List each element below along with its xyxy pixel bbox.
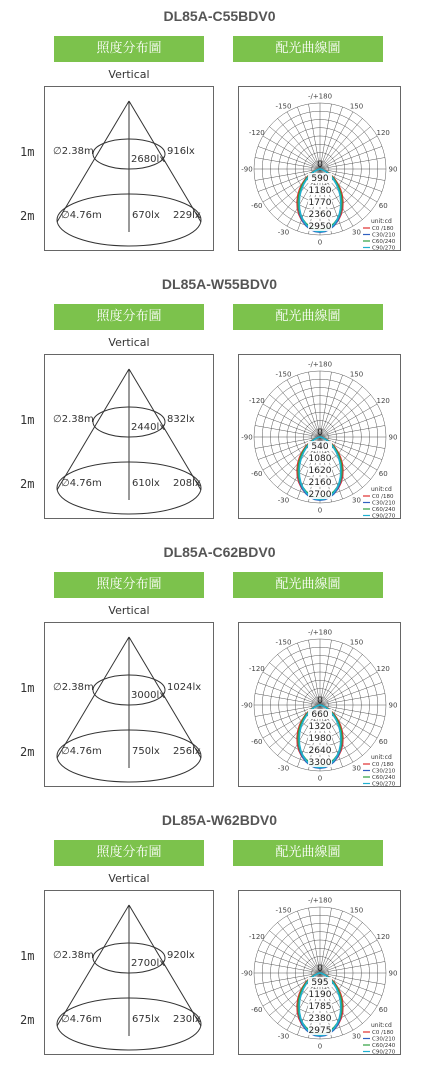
polar-angle-label: -/+180 <box>307 92 333 101</box>
polar-svg <box>239 87 402 252</box>
polar-angle-label: -150 <box>275 906 292 915</box>
polar-diagram <box>238 354 401 519</box>
diameter-2m: ∅4.76m <box>61 746 102 757</box>
center-lux-1m: 2680lx <box>131 154 166 165</box>
radial-value-label: 2950 <box>308 222 332 232</box>
legend-item: C60/240 <box>372 239 396 245</box>
polar-angle-label: -120 <box>248 933 265 941</box>
polar-angle-label: -/+180 <box>307 896 333 905</box>
polar-angle-label: 120 <box>376 397 390 405</box>
radial-value-label: 590 <box>311 174 329 184</box>
polar-center-label: 0 <box>317 428 323 438</box>
polar-angle-label: 0 <box>317 506 323 515</box>
unit-label: unit:cd <box>371 754 392 761</box>
center-lux-1m: 2440lx <box>131 422 166 433</box>
radial-value-label: 1785 <box>308 1002 332 1012</box>
diameter-1m: ∅2.38m <box>53 950 94 961</box>
cone-svg <box>45 891 215 1056</box>
legend-item: C60/240 <box>372 775 396 781</box>
light-distribution-badge: 配光曲線圖 <box>233 36 383 62</box>
polar-diagram <box>238 890 401 1055</box>
radial-value-label: 1080 <box>308 454 332 464</box>
legend-item: C30/210 <box>372 768 396 775</box>
polar-angle-label: -/+180 <box>307 628 333 637</box>
edge-lux-2m: 208lx <box>173 478 201 489</box>
diameter-2m: ∅4.76m <box>61 478 102 489</box>
legend-item: C0 /180 <box>372 494 394 500</box>
polar-angle-label: 60 <box>378 1006 388 1014</box>
edge-lux-1m: 1024lx <box>167 682 202 693</box>
illuminance-diagram <box>44 86 214 251</box>
polar-angle-label: 30 <box>352 228 361 237</box>
radial-value-label: 2700 <box>308 490 332 500</box>
polar-angle-label: -90 <box>241 433 253 442</box>
polar-angle-label: -30 <box>277 764 290 773</box>
edge-lux-1m: 920lx <box>167 950 195 961</box>
edge-lux-1m: 916lx <box>167 146 195 157</box>
light-distribution-badge: 配光曲線圖 <box>233 840 383 866</box>
polar-angle-label: -90 <box>241 701 253 710</box>
illuminance-badge: 照度分布圖 <box>54 36 204 62</box>
radial-value-label: 1620 <box>308 466 332 476</box>
polar-angle-label: -150 <box>275 638 292 647</box>
polar-angle-label: -30 <box>277 496 290 505</box>
unit-label: unit:cd <box>371 218 392 225</box>
polar-angle-label: -60 <box>251 738 263 746</box>
radial-value-label: 3300 <box>308 758 332 768</box>
legend-item: C0 /180 <box>372 762 394 768</box>
legend-item: C0 /180 <box>372 1030 394 1036</box>
polar-angle-label: 150 <box>349 370 364 379</box>
illuminance-diagram <box>44 354 214 519</box>
polar-angle-label: -120 <box>248 397 265 405</box>
polar-angle-label: 120 <box>376 129 390 137</box>
product-section <box>0 268 439 536</box>
vertical-label: Vertical <box>108 604 150 617</box>
polar-angle-label: -150 <box>275 370 292 379</box>
vertical-label: Vertical <box>108 68 150 81</box>
polar-angle-label: 150 <box>349 102 364 111</box>
radial-value-label: 595 <box>311 978 329 988</box>
legend-item: C30/210 <box>372 500 396 507</box>
legend-item: C30/210 <box>372 1036 396 1043</box>
polar-angle-label: -150 <box>275 102 292 111</box>
cone-edge-left <box>57 637 129 758</box>
illuminance-diagram <box>44 622 214 787</box>
polar-angle-label: 30 <box>352 764 361 773</box>
cone-edge-left <box>57 101 129 222</box>
legend-item: C90/270 <box>372 513 396 520</box>
polar-angle-label: -30 <box>277 228 290 237</box>
edge-lux-2m: 230lx <box>173 1014 201 1025</box>
polar-center-label: 0 <box>317 696 323 706</box>
diameter-1m: ∅2.38m <box>53 146 94 157</box>
polar-angle-label: -90 <box>241 969 253 978</box>
cone-svg <box>45 87 215 252</box>
unit-label: unit:cd <box>371 486 392 493</box>
polar-angle-label: 120 <box>376 665 390 673</box>
unit-label: unit:cd <box>371 1022 392 1029</box>
radial-value-label: 1770 <box>308 198 332 208</box>
distance-1m-label: 1m <box>20 413 35 427</box>
distance-1m-label: 1m <box>20 681 35 695</box>
polar-diagram <box>238 86 401 251</box>
radial-value-label: 2360 <box>308 210 332 220</box>
polar-angle-label: 30 <box>352 1032 361 1041</box>
center-lux-1m: 2700lx <box>131 958 166 969</box>
illuminance-badge: 照度分布圖 <box>54 572 204 598</box>
light-distribution-badge: 配光曲線圖 <box>233 304 383 330</box>
product-section <box>0 0 439 268</box>
center-lux-2m: 750lx <box>132 746 160 757</box>
model-title: DL85A-C55BDV0 <box>163 8 276 24</box>
polar-angle-label: 30 <box>352 496 361 505</box>
radial-value-label: 2160 <box>308 478 332 488</box>
center-lux-2m: 675lx <box>132 1014 160 1025</box>
legend-item: C60/240 <box>372 507 396 513</box>
cone-svg <box>45 355 215 520</box>
legend-item: C0 /180 <box>372 226 394 232</box>
product-section <box>0 804 439 1072</box>
vertical-label: Vertical <box>108 872 150 885</box>
polar-angle-label: 90 <box>388 165 398 174</box>
radial-value-label: 660 <box>311 710 329 720</box>
polar-center-label: 0 <box>317 160 323 170</box>
center-lux-2m: 610lx <box>132 478 160 489</box>
diameter-1m: ∅2.38m <box>53 414 94 425</box>
distance-1m-label: 1m <box>20 949 35 963</box>
polar-angle-label: -120 <box>248 129 265 137</box>
polar-angle-label: -/+180 <box>307 360 333 369</box>
polar-angle-label: 0 <box>317 774 323 783</box>
polar-angle-label: 0 <box>317 1042 323 1051</box>
edge-lux-1m: 832lx <box>167 414 195 425</box>
light-distribution-badge: 配光曲線圖 <box>233 572 383 598</box>
radial-value-label: 1190 <box>308 990 332 1000</box>
radial-value-label: 1180 <box>308 186 332 196</box>
legend-item: C60/240 <box>372 1043 396 1049</box>
polar-angle-label: 60 <box>378 202 388 210</box>
diameter-1m: ∅2.38m <box>53 682 94 693</box>
cone-edge-left <box>57 369 129 490</box>
radial-value-label: 540 <box>311 442 329 452</box>
polar-angle-label: 120 <box>376 933 390 941</box>
diameter-2m: ∅4.76m <box>61 1014 102 1025</box>
distance-2m-label: 2m <box>20 477 35 491</box>
polar-svg <box>239 891 402 1056</box>
center-lux-1m: 3000lx <box>131 690 166 701</box>
polar-center-label: 0 <box>317 964 323 974</box>
polar-angle-label: -60 <box>251 202 263 210</box>
cone-edge-left <box>57 905 129 1026</box>
polar-angle-label: 150 <box>349 906 364 915</box>
model-title: DL85A-C62BDV0 <box>163 544 276 560</box>
center-lux-2m: 670lx <box>132 210 160 221</box>
distance-2m-label: 2m <box>20 209 35 223</box>
model-title: DL85A-W62BDV0 <box>161 812 278 828</box>
polar-svg <box>239 623 402 788</box>
cone-svg <box>45 623 215 788</box>
polar-diagram <box>238 622 401 787</box>
polar-angle-label: -60 <box>251 470 263 478</box>
radial-value-label: 1980 <box>308 734 332 744</box>
distance-2m-label: 2m <box>20 1013 35 1027</box>
legend-item: C90/270 <box>372 781 396 788</box>
polar-angle-label: -120 <box>248 665 265 673</box>
illuminance-diagram <box>44 890 214 1055</box>
polar-angle-label: 0 <box>317 238 323 247</box>
distance-2m-label: 2m <box>20 745 35 759</box>
polar-angle-label: 60 <box>378 738 388 746</box>
radial-value-label: 2380 <box>308 1014 332 1024</box>
polar-angle-label: -60 <box>251 1006 263 1014</box>
polar-angle-label: -90 <box>241 165 253 174</box>
legend-item: C90/270 <box>372 1049 396 1056</box>
legend-item: C30/210 <box>372 232 396 239</box>
edge-lux-2m: 229lx <box>173 210 201 221</box>
radial-value-label: 2975 <box>308 1026 332 1036</box>
polar-angle-label: 150 <box>349 638 364 647</box>
polar-angle-label: 60 <box>378 470 388 478</box>
polar-angle-label: 90 <box>388 433 398 442</box>
distance-1m-label: 1m <box>20 145 35 159</box>
edge-lux-2m: 256lx <box>173 746 201 757</box>
polar-angle-label: 90 <box>388 701 398 710</box>
legend-item: C90/270 <box>372 245 396 252</box>
illuminance-badge: 照度分布圖 <box>54 304 204 330</box>
diameter-2m: ∅4.76m <box>61 210 102 221</box>
polar-angle-label: -30 <box>277 1032 290 1041</box>
illuminance-badge: 照度分布圖 <box>54 840 204 866</box>
product-section <box>0 536 439 804</box>
polar-angle-label: 90 <box>388 969 398 978</box>
radial-value-label: 1320 <box>308 722 332 732</box>
model-title: DL85A-W55BDV0 <box>161 276 278 292</box>
vertical-label: Vertical <box>108 336 150 349</box>
polar-svg <box>239 355 402 520</box>
radial-value-label: 2640 <box>308 746 332 756</box>
